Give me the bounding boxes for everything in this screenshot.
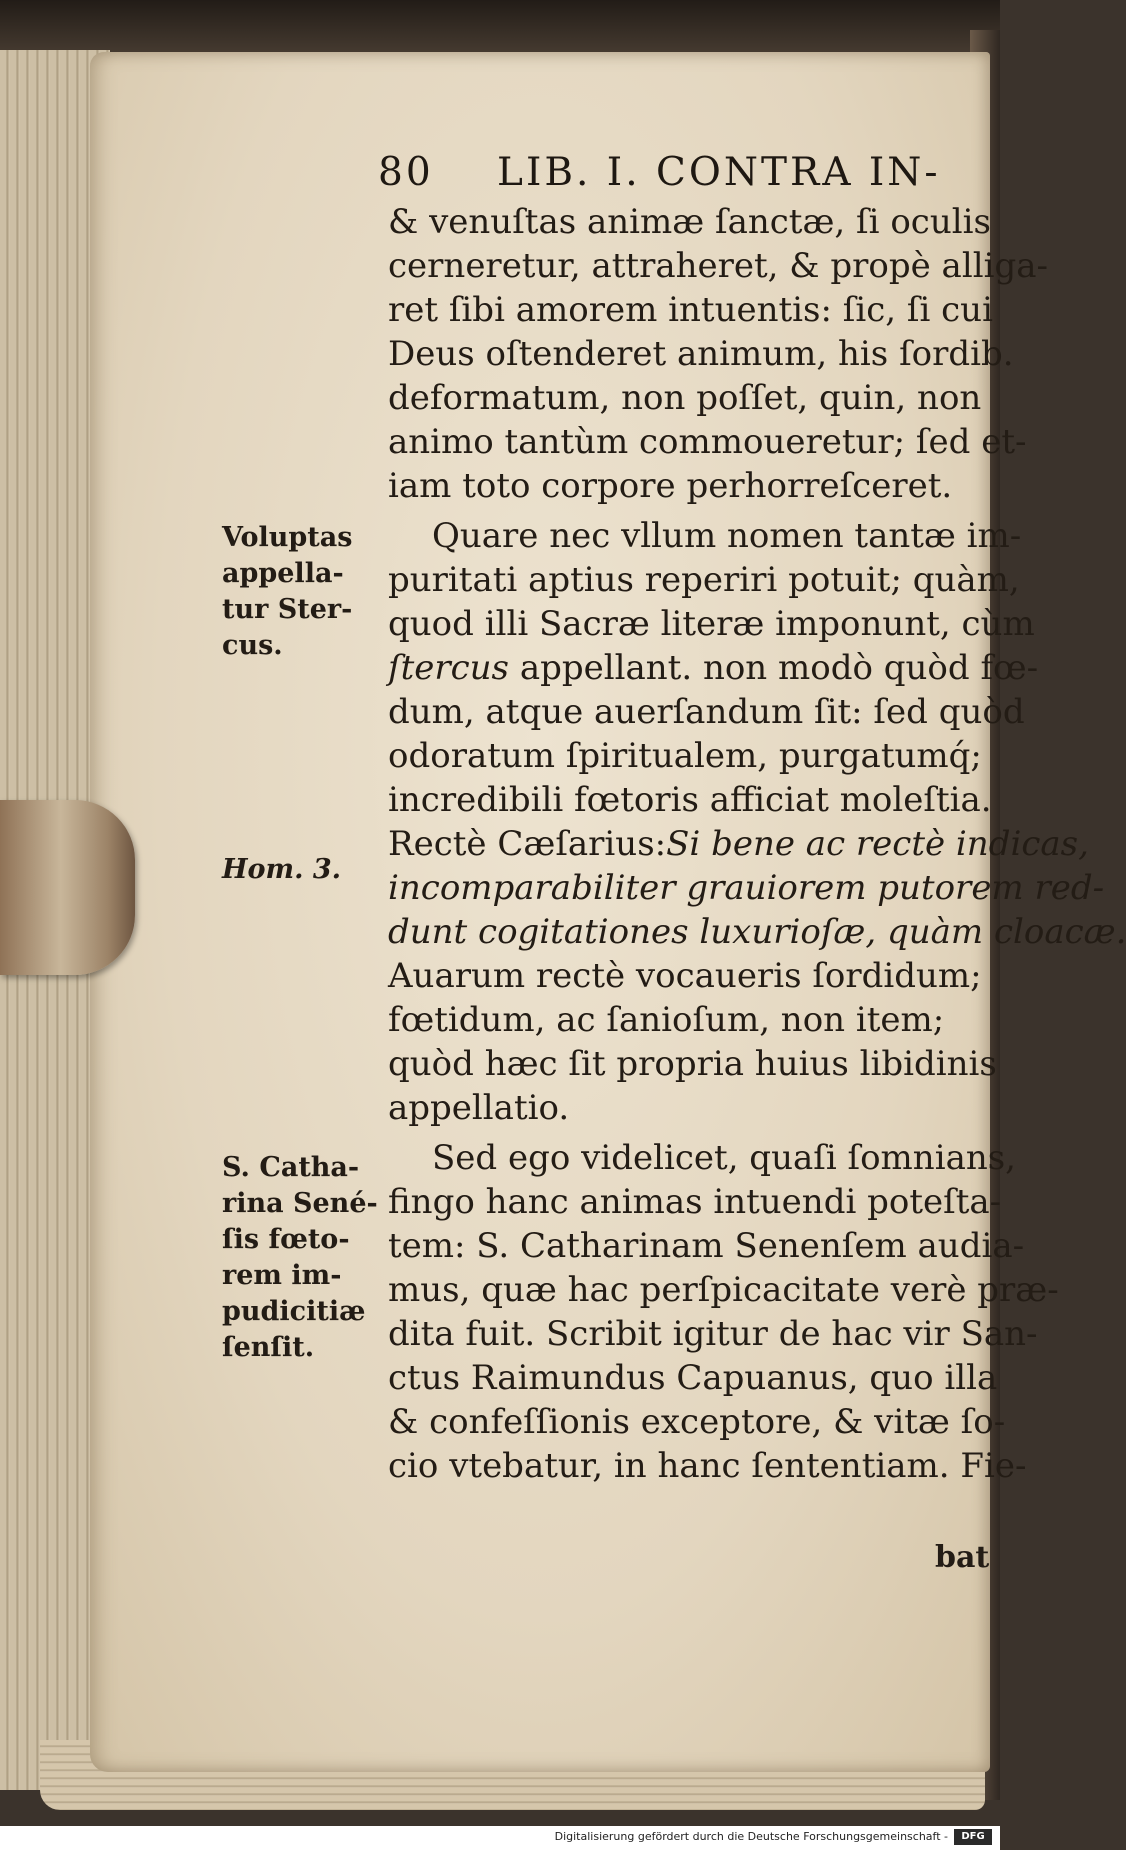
text-line: incomparabiliter grauiorem putorem red- [388, 868, 1105, 908]
text-line: cio vtebatur, in hanc ſententiam. Fie- [388, 1446, 1027, 1486]
margin-note-line: tur Ster- [222, 594, 353, 625]
margin-note-line: appella- [222, 558, 344, 589]
margin-note-line: S. Catha- [222, 1152, 360, 1183]
text-line: animo tantùm commoueretur; ſed et- [388, 422, 1027, 462]
margin-note-line: Voluptas [222, 522, 353, 553]
dfg-logo: DFG [954, 1829, 992, 1845]
margin-note-line: Hom. 3. [222, 854, 342, 885]
text-line: dum, atque auerſandum ſit: ſed quòd [388, 692, 1025, 732]
text-line: fœtidum, ac ſanioſum, non item; [388, 1000, 945, 1040]
text-line: mus, quæ hac perſpicacitate verè præ- [388, 1270, 1059, 1310]
text-line: tem: S. Catharinam Senenſem audia- [388, 1226, 1025, 1266]
catchword: bat [935, 1540, 990, 1575]
margin-note-line: ſis fœto- [222, 1224, 350, 1255]
margin-note-line: rina Sené- [222, 1188, 378, 1219]
bookmark-tab [0, 800, 135, 975]
text-line: odoratum ſpiritualem, purgatumq́; [388, 736, 982, 776]
text-line: Quare nec vllum nomen tantæ im- [432, 516, 1022, 556]
italic-word: ſtercus [388, 648, 510, 688]
margin-note-line: cus. [222, 630, 283, 661]
text-line: iam toto corpore perhorreſceret. [388, 466, 953, 506]
text-line: Sed ego videlicet, quaſi ſomnians, [432, 1138, 1016, 1178]
running-title: LIB. I. CONTRA IN- [497, 150, 941, 195]
text-line: & venuſtas animæ ſanctæ, ſi oculis [388, 202, 991, 242]
text-line: quod illi Sacræ literæ imponunt, cùm [388, 604, 1035, 644]
text-line: dita fuit. Scribit igitur de hac vir San- [388, 1314, 1038, 1354]
running-head [378, 150, 941, 195]
text-line: ctus Raimundus Capuanus, quo illa [388, 1358, 998, 1398]
text-line: appellatio. [388, 1088, 570, 1128]
text-line: incredibili fœtoris afficiat moleſtia. [388, 780, 992, 820]
text-line: puritati aptius reperiri potuit; quàm, [388, 560, 1020, 600]
margin-note-line: rem im- [222, 1260, 342, 1291]
margin-note-line: ſenſit. [222, 1332, 315, 1363]
margin-note-voluptas [222, 520, 352, 664]
text-line: dunt cogitationes luxurioſæ, quàm cloacæ. [388, 912, 1126, 952]
book-cover-top [0, 0, 1000, 60]
margin-note-hom [222, 852, 341, 888]
margin-note-line: pudicitiæ [222, 1296, 366, 1327]
text-line: fingo hanc animas intuendi poteſta- [388, 1182, 1002, 1222]
page-number: 80 [378, 150, 434, 195]
line-start: Rectè Cæſarius: [388, 824, 667, 864]
italic-quote: Si bene ac rectè indicas, [666, 824, 1089, 864]
line-rest: appellant. non modò quòd fœ- [509, 648, 1039, 688]
footer-bar [0, 1826, 1000, 1850]
margin-note-catharina [222, 1150, 378, 1366]
text-line [388, 646, 1038, 690]
text-line: cerneretur, attraheret, & propè alliga- [388, 246, 1048, 286]
text-line: ret ſibi amorem intuentis: ſic, ſi cui [388, 290, 993, 330]
text-line: Auarum rectè vocaueris ſordidum; [388, 956, 982, 996]
text-line: deformatum, non poſſet, quin, non [388, 378, 982, 418]
text-line [388, 822, 1089, 866]
footer-credit: Digitalisierung gefördert durch die Deutsche Forschungsgemeinschaft - [554, 1830, 948, 1843]
text-line: Deus oſtenderet animum, his ſordib. [388, 334, 1014, 374]
text-line: quòd hæc ſit propria huius libidinis [388, 1044, 997, 1084]
text-line: & confeſſionis exceptore, & vitæ ſo- [388, 1402, 1006, 1442]
